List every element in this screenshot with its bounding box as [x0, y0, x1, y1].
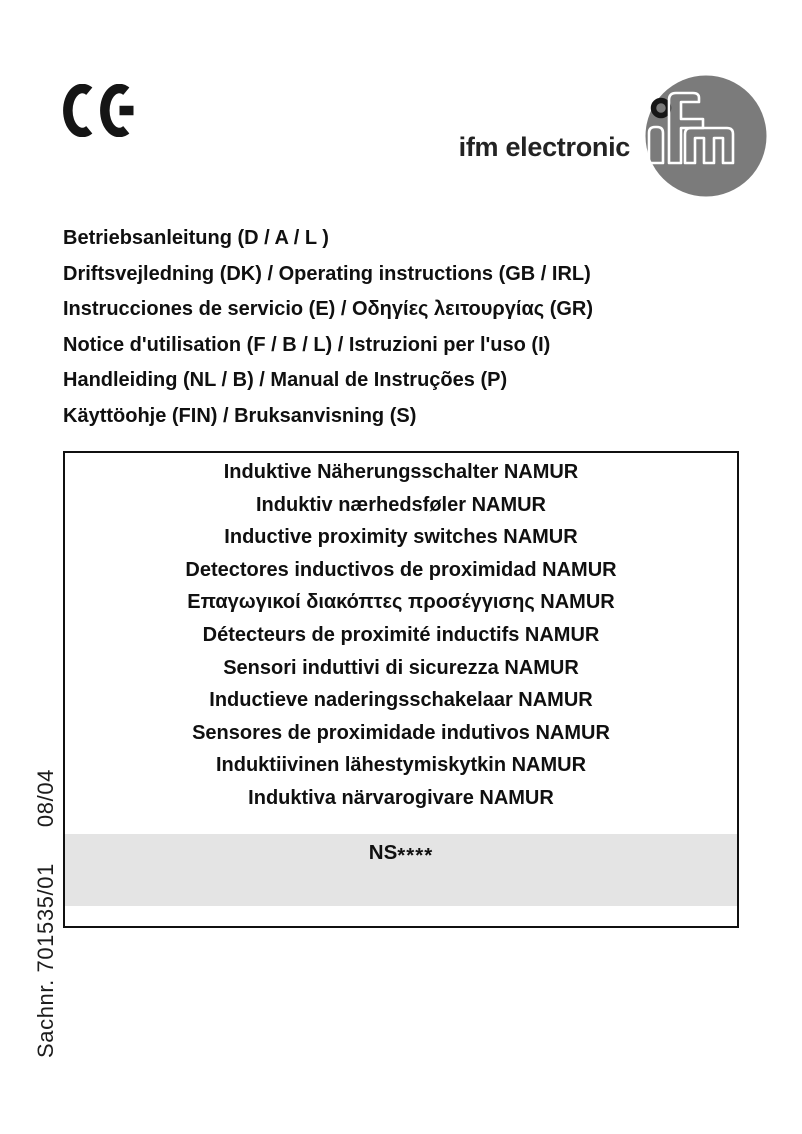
instruction-line: Käyttöohje (FIN) / Bruksanvisning (S) — [63, 404, 417, 427]
ifm-logo-icon — [644, 74, 768, 198]
sidebar-vertical-text — [33, 769, 59, 1058]
product-title: Détecteurs de proximité inductifs NAMUR — [202, 623, 600, 646]
product-code-stars: **** — [397, 843, 434, 867]
product-title: Induktiv nærhedsføler NAMUR — [255, 493, 547, 516]
instruction-line: Betriebsanleitung (D / A / L ) — [63, 227, 329, 249]
brand-name: ifm electronic — [458, 132, 630, 162]
part-number: Sachnr. 701535/01 — [33, 863, 58, 1058]
instruction-line: Notice d'utilisation (F / B / L) / Istruzioni per l'uso (I) — [63, 333, 551, 356]
product-title: Επαγωγικοί διακόπτες προσέγγισης NAMUR — [187, 591, 615, 614]
product-title: Induktiva närvarogivare NAMUR — [248, 786, 554, 809]
product-title: Sensori induttivi di sicurezza NAMUR — [223, 656, 579, 679]
product-title-list — [65, 453, 737, 815]
product-title: Inductieve naderingsschakelaar NAMUR — [209, 689, 593, 712]
date-code: 08/04 — [33, 769, 58, 828]
product-code-band — [65, 834, 737, 906]
instruction-line: Driftsvejledning (DK) / Operating instructions (GB / IRL) — [63, 262, 591, 285]
language-instruction-list — [63, 221, 723, 434]
product-title: Induktive Näherungsschalter NAMUR — [223, 461, 579, 483]
product-code — [65, 834, 737, 865]
product-title: Detectores inductivos de proximidad NAMUR — [185, 558, 617, 581]
instruction-line: Instrucciones de servicio (E) / Οδηγίες λειτουργίας (GR) — [63, 298, 594, 320]
instruction-line: Handleiding (NL / B) / Manual de Instruções (P) — [63, 369, 508, 391]
product-code-prefix: NS — [368, 841, 398, 864]
ce-mark-icon — [62, 84, 138, 137]
product-title: Inductive proximity switches NAMUR — [224, 526, 578, 549]
product-title: Sensores de proximidade indutivos NAMUR — [192, 721, 610, 744]
product-title-box — [63, 451, 739, 928]
product-title: Induktiivinen lähestymiskytkin NAMUR — [215, 754, 587, 777]
